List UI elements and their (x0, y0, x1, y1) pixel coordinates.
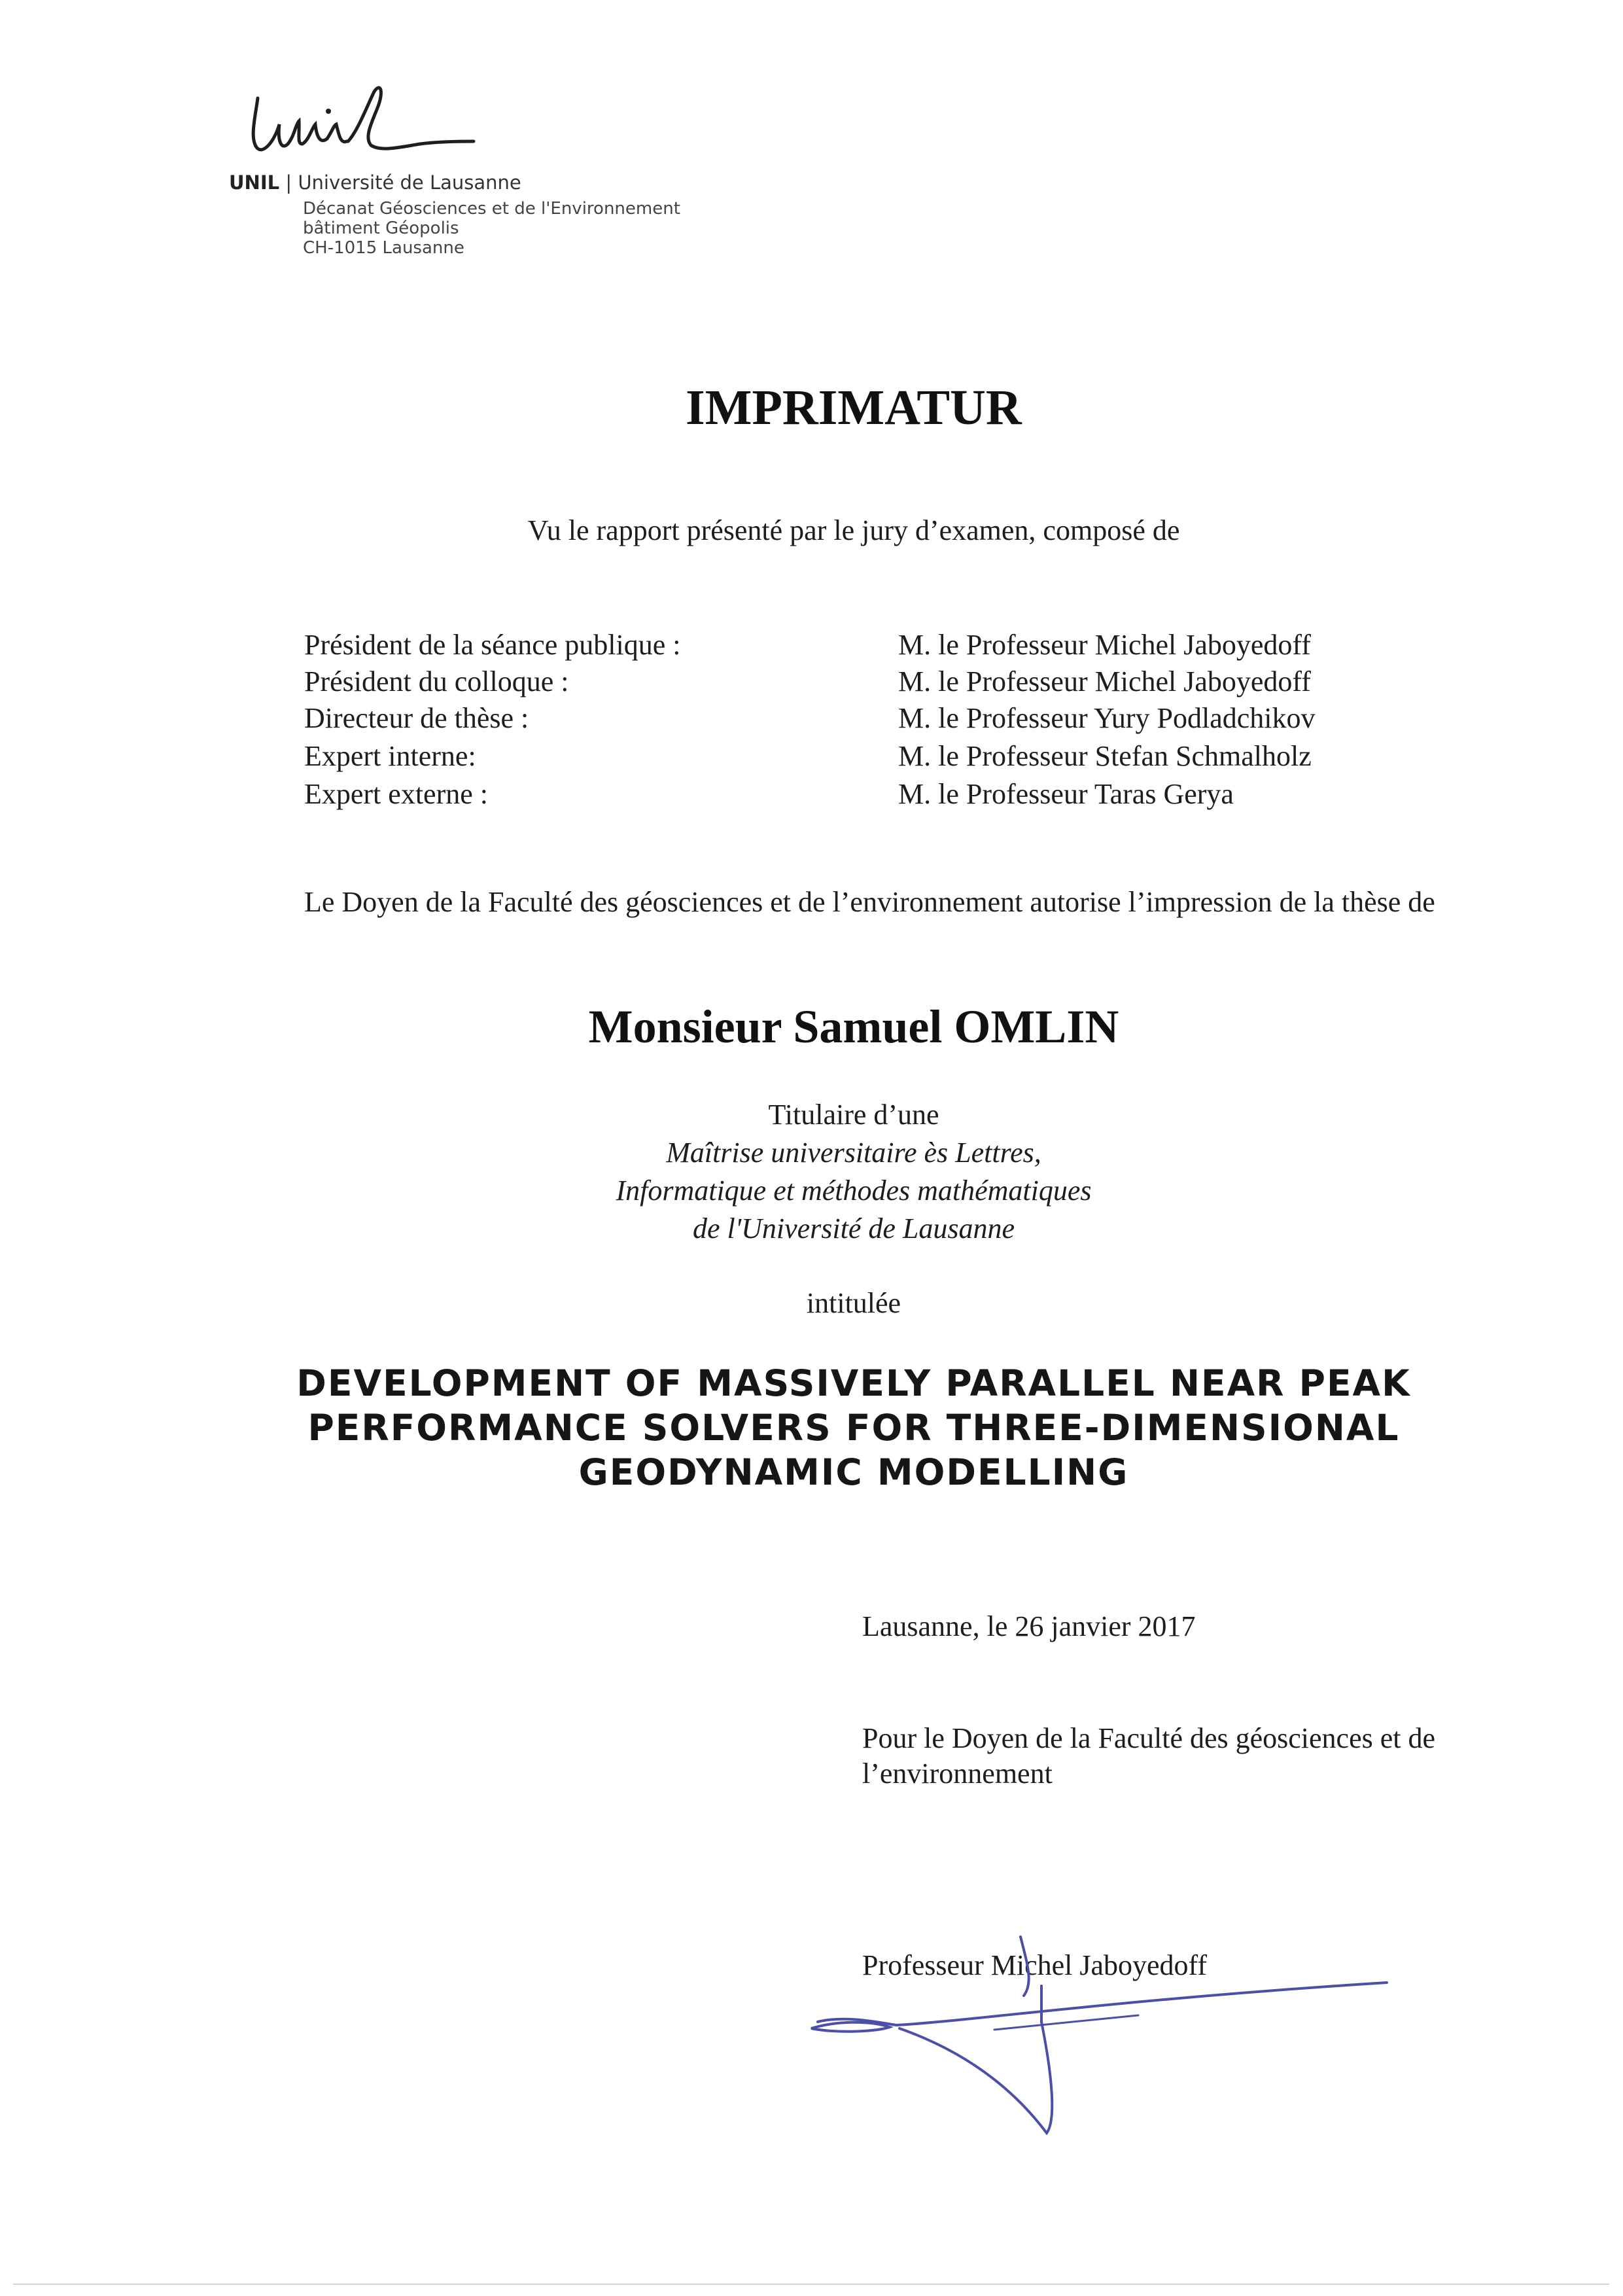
address-line-2: bâtiment Géopolis (303, 219, 459, 238)
degree-line-1: Maîtrise universitaire ès Lettres, (666, 1137, 1041, 1169)
jury-role: Président du colloque : (304, 665, 569, 698)
degree-line-2: Informatique et méthodes mathématiques (616, 1174, 1092, 1207)
handwritten-signature (798, 1924, 1400, 2146)
place-date: Lausanne, le 26 janvier 2017 (862, 1610, 1196, 1642)
jury-member: M. le Professeur Taras Gerya (898, 778, 1234, 810)
document-title: IMPRIMATUR (686, 380, 1022, 435)
thesis-title (0, 1361, 1623, 1494)
for-dean-text: Pour le Doyen de la Faculté des géosciences et de l’environnement (862, 1722, 1436, 1790)
jury-member: M. le Professeur Michel Jaboyedoff (898, 665, 1311, 698)
jury-role: Expert interne: (304, 740, 476, 772)
scan-edge-line (13, 2284, 1609, 2285)
jury-role: Expert externe : (304, 778, 488, 810)
thesis-title-line-3: GEODYNAMIC MODELLING (578, 1451, 1129, 1493)
org-name: Université de Lausanne (298, 171, 521, 194)
thesis-title-line-1: DEVELOPMENT OF MASSIVELY PARALLEL NEAR PEAK (296, 1362, 1411, 1404)
jury-member: M. le Professeur Michel Jaboyedoff (898, 629, 1311, 661)
jury-role: Directeur de thèse : (304, 702, 529, 734)
dean-statement: Le Doyen de la Faculté des géosciences et de l’environnement autorise l’impression de la thèse de (304, 886, 1435, 918)
unil-logo-script (243, 79, 479, 177)
degree-intro: Titulaire d’une (768, 1099, 939, 1131)
jury-member: M. le Professeur Yury Podladchikov (898, 702, 1316, 734)
address-line-1: Décanat Géosciences et de l'Environnement (303, 199, 680, 219)
entitled-label: intitulée (806, 1287, 901, 1319)
address-line-3: CH-1015 Lausanne (303, 238, 464, 258)
separator: | (285, 171, 292, 194)
candidate-name: Monsieur Samuel OMLIN (588, 1000, 1119, 1053)
signature-strokes (798, 1924, 1400, 2146)
jury-member: M. le Professeur Stefan Schmalholz (898, 740, 1312, 772)
university-line (229, 171, 521, 194)
degree-line-3: de l'Université de Lausanne (692, 1212, 1015, 1245)
org-short: UNIL (229, 171, 280, 194)
intro-text: Vu le rapport présenté par le jury d’examen, composé de (527, 514, 1180, 546)
jury-role: Président de la séance publique : (304, 629, 681, 661)
signer-name: Professeur Michel Jaboyedoff (862, 1949, 1208, 1981)
thesis-title-line-2: PERFORMANCE SOLVERS FOR THREE-DIMENSIONAL (307, 1407, 1400, 1449)
unil-logo (243, 79, 479, 177)
